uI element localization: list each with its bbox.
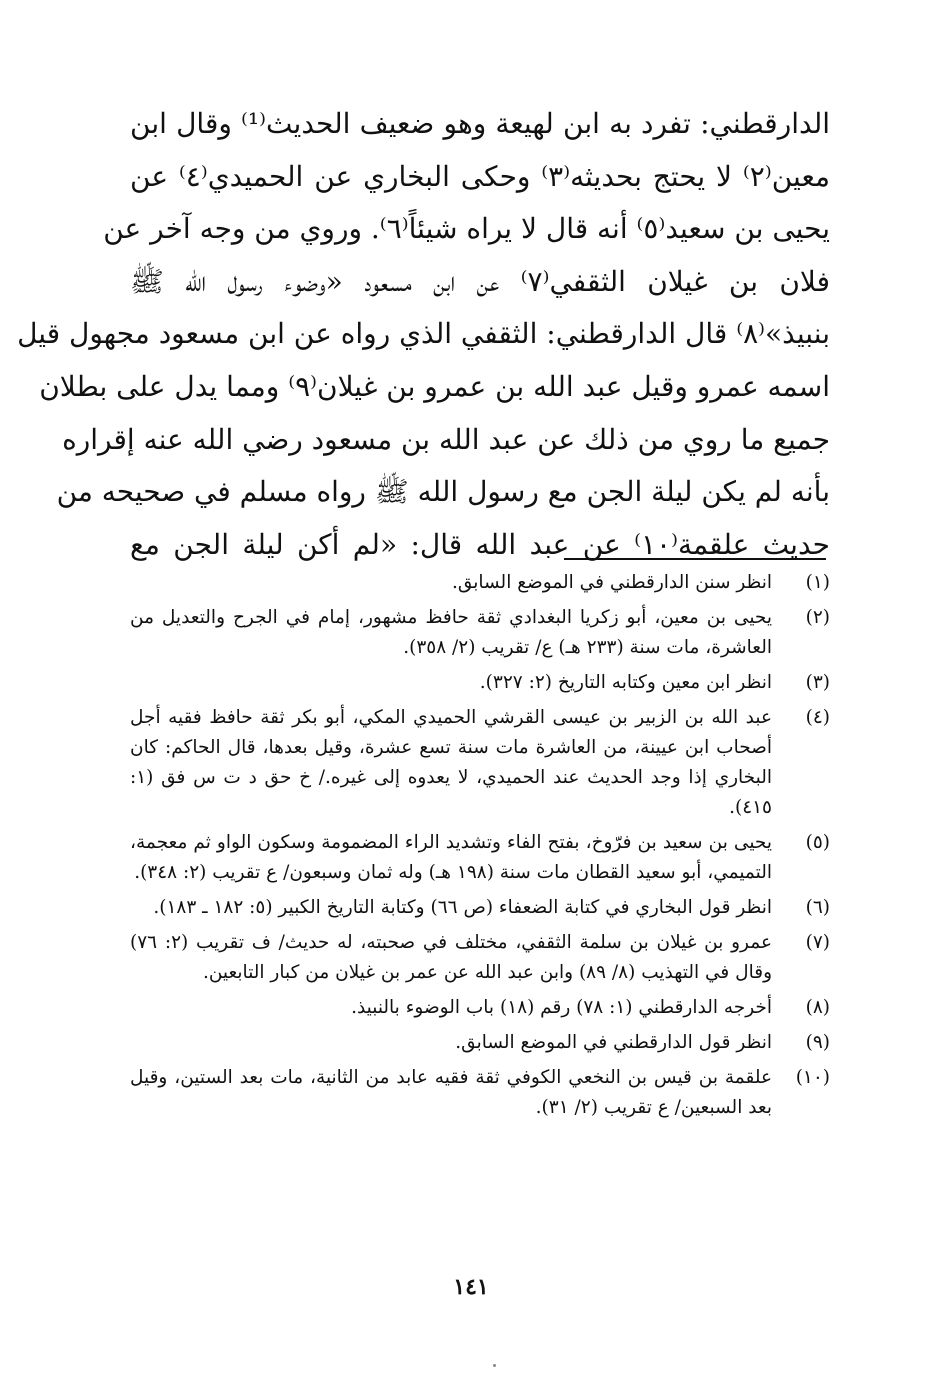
footnote-separator xyxy=(564,558,826,560)
footnote xyxy=(130,703,830,823)
footnote xyxy=(130,1063,830,1123)
footnote xyxy=(130,668,830,698)
footnote xyxy=(130,928,830,988)
footnote-number: (٦) xyxy=(805,897,830,918)
footnote-text: علقمة بن قيس بن النخعي الكوفي ثقة فقيه عابد من الثانية، مات بعد الستين، وقيل بعد السبعين/ ع تقريب (٢/ ٣١). xyxy=(130,1067,772,1118)
main-text-line: يحيى بن سعيد⁽٥⁾ أنه قال لا يراه شيئاً⁽٦⁾. وروي من وجه آخر عن xyxy=(103,212,830,246)
footnote-number: (٧) xyxy=(805,932,830,953)
footnote-text: انظر قول البخاري في كتابة الضعفاء (ص ٦٦) وكتابة التاريخ الكبير (٥: ١٨٢ ـ ١٨٣). xyxy=(153,897,772,918)
page-number: ١٤١ xyxy=(453,1274,489,1300)
main-text xyxy=(17,98,830,571)
footnote-number: (٤) xyxy=(805,707,830,728)
footnote-text: انظر قول الدارقطني في الموضع السابق. xyxy=(455,1032,772,1053)
footnote-text: عبد الله بن الزبير بن عيسى القرشي الحميدي المكي، أبو بكر ثقة حافظ فقيه أجل أصحاب ابن عيينة، من العاشرة مات سنة تسع عشرة، وقيل بعدها، قال الحاكم: كان البخاري إذا وجد الحديث عند الحميدي، لا يعدوه إلى غيره./ خ حق د ت س فق (١: ٤١٥). xyxy=(130,707,772,818)
main-text-line: بنبيذ»⁽٨⁾ قال الدارقطني: الثقفي الذي رواه عن ابن مسعود مجهول قيل xyxy=(17,317,830,351)
main-text-line: بأنه لم يكن ليلة الجن مع رسول الله ﷺ رواه مسلم في صحيحه من xyxy=(56,475,830,509)
footnote-number: (١٠) xyxy=(795,1067,830,1088)
footnote xyxy=(130,993,830,1023)
footnote-number: (٩) xyxy=(805,1032,830,1053)
footnote-number: (١) xyxy=(805,572,830,593)
main-text-line: معين⁽٢⁾ لا يحتج بحديثه⁽٣⁾ وحكى البخاري عن الحميدي⁽٤⁾ عن xyxy=(130,159,830,193)
footnote xyxy=(130,828,830,888)
footnote-number: (٨) xyxy=(805,997,830,1018)
main-text-line: اسمه عمرو وقيل عبد الله بن عمرو بن غيلان⁽٩⁾ ومما يدل على بطلان xyxy=(39,369,830,403)
footnote xyxy=(130,893,830,923)
footnotes xyxy=(130,568,830,1128)
scan-speck xyxy=(493,1364,496,1367)
main-text-line: فلان بن غيلان الثقفي⁽٧⁾ عن ابن مسعود «وضوء رسول الله ﷺ xyxy=(130,264,830,298)
footnote-text: أخرجه الدارقطني (١: ٧٨) رقم (١٨) باب الوضوء بالنبيذ. xyxy=(351,997,772,1018)
footnote xyxy=(130,1028,830,1058)
footnote xyxy=(130,603,830,663)
footnote-number: (٢) xyxy=(805,607,830,628)
main-text-line: الدارقطني: تفرد به ابن لهيعة وهو ضعيف الحديث⁽¹⁾ وقال ابن xyxy=(130,107,830,140)
footnote-text: انظر ابن معين وكتابه التاريخ (٢: ٣٢٧). xyxy=(479,672,772,693)
footnote-number: (٣) xyxy=(805,672,830,693)
footnote-text: انظر سنن الدارقطني في الموضع السابق. xyxy=(451,572,772,593)
footnote-text: يحيى بن معين، أبو زكريا البغدادي ثقة حافظ مشهور، إمام في الجرح والتعديل من العاشرة، مات سنة (٢٣٣ هـ) ع/ تقريب (٢/ ٣٥٨). xyxy=(130,607,772,658)
footnote-number: (٥) xyxy=(805,832,830,853)
footnote-text: يحيى بن سعيد بن فرّوخ، بفتح الفاء وتشديد الراء المضمومة وسكون الواو ثم معجمة، التميمي، أبو سعيد القطان مات سنة (١٩٨ هـ) وله ثمان وسبعون/ ع تقريب (٢: ٣٤٨). xyxy=(130,832,772,883)
main-text-line: حديث علقمة⁽١٠⁾ عن عبد الله قال: «لم أكن ليلة الجن مع xyxy=(130,527,830,561)
footnote-text: عمرو بن غيلان بن سلمة الثقفي، مختلف في صحبته، له حديث/ ف تقريب (٢: ٧٦) وقال في التهذيب (٨/ ٨٩) وابن عبد الله عن عمر بن غيلان من كبار التابعين. xyxy=(130,932,772,983)
footnote xyxy=(130,568,830,598)
main-text-line: جميع ما روي من ذلك عن عبد الله بن مسعود رضي الله عنه إقراره xyxy=(62,422,830,456)
